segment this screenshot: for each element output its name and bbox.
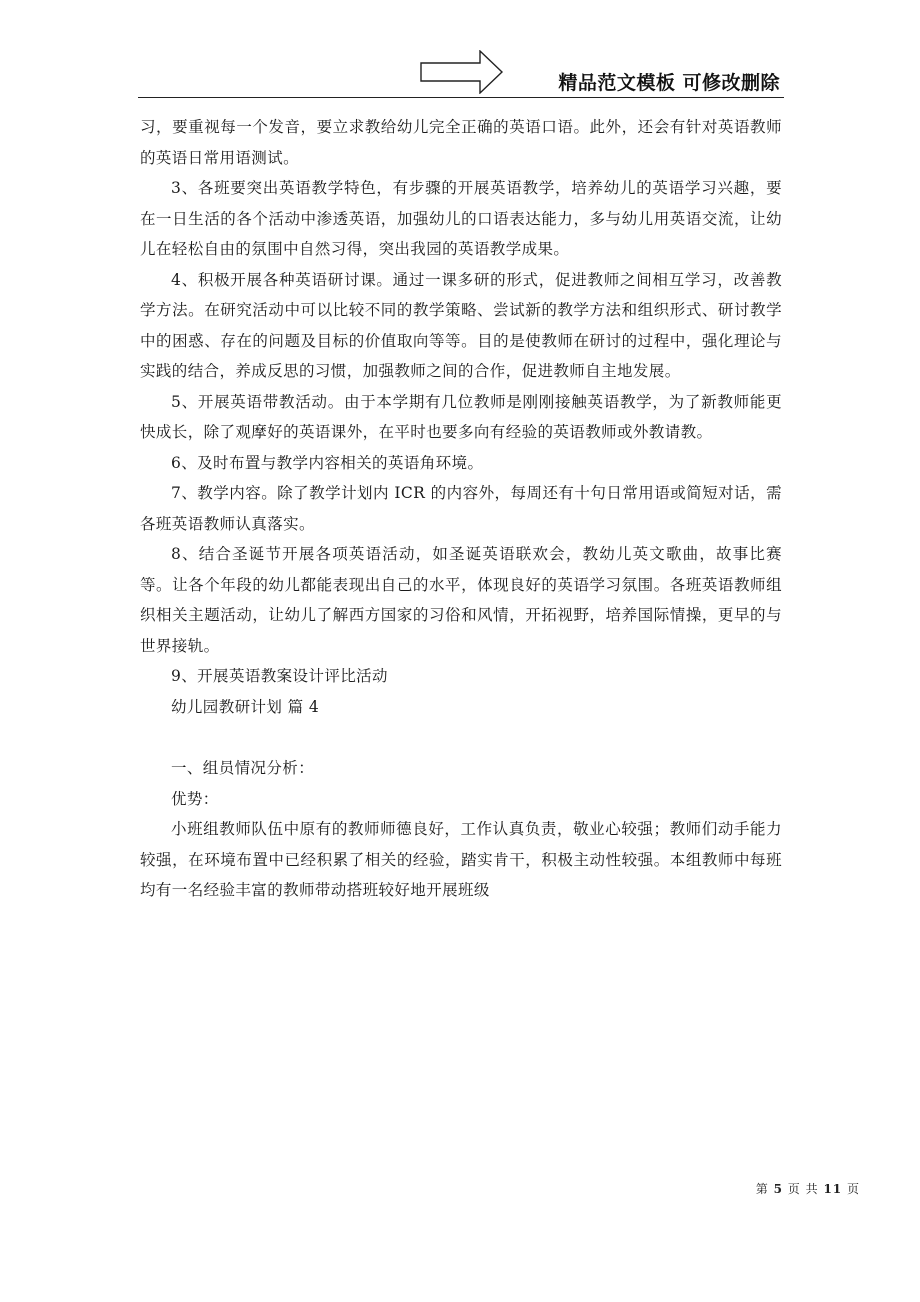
arrow-icon [420, 50, 504, 94]
paragraph: 9、开展英语教案设计评比活动 [171, 667, 388, 685]
blank-line [140, 722, 782, 753]
paragraph: 小班组教师队伍中原有的教师师德良好，工作认真负责，敬业心较强；教师们动手能力较强，在环境布置中已经积累了相关的经验，踏实肯干，积极主动性较强。本组教师中每班均有一名经验丰富的教师带动搭班较好地开展班级 [140, 820, 782, 899]
paragraph: 习，要重视每一个发音，要立求教给幼儿完全正确的英语口语。此外，还会有针对英语教师的英语日常用语测试。 [140, 118, 782, 167]
footer-suffix: 页 [846, 1182, 860, 1196]
total-pages: 11 [823, 1182, 843, 1196]
header-title: 精品范文模板 可修改删除 [558, 72, 780, 94]
sub-heading: 优势： [171, 789, 219, 808]
paragraph: 8、结合圣诞节开展各项英语活动，如圣诞英语联欢会，教幼儿英文歌曲，故事比赛等。让各个年段的幼儿都能表现出自己的水平，体现良好的英语学习氛围。各班英语教师组织相关主题活动，让幼儿了解西方国家的习俗和风情，开拓视野，培养国际情操，更早的与世界接轨。 [140, 545, 782, 655]
footer-middle: 页 共 [787, 1182, 819, 1196]
page-header [138, 48, 784, 98]
footer-prefix: 第 [755, 1182, 769, 1196]
current-page-number: 5 [773, 1182, 783, 1196]
paragraph: 7、教学内容。除了教学计划内 ICR 的内容外，每周还有十句日常用语或简短对话，需各班英语教师认真落实。 [140, 484, 782, 533]
document-body [140, 112, 782, 906]
paragraph: 3、各班要突出英语教学特色，有步骤的开展英语教学，培养幼儿的英语学习兴趣，要在一日生活的各个活动中渗透英语，加强幼儿的口语表达能力，多与幼儿用英语交流，让幼儿在轻松自由的氛围中自然习得，突出我园的英语教学成果。 [140, 179, 782, 258]
paragraph: 4、积极开展各种英语研讨课。通过一课多研的形式，促进教师之间相互学习，改善教学方法。在研究活动中可以比较不同的教学策略、尝试新的教学方法和组织形式、研讨教学中的困惑、存在的问题及目标的价值取向等等。目的是使教师在研讨的过程中，强化理论与实践的结合，养成反思的习惯，加强教师之间的合作，促进教师自主地发展。 [140, 270, 782, 380]
section-title: 幼儿园教研计划 篇 4 [171, 697, 320, 716]
paragraph: 6、及时布置与教学内容相关的英语角环境。 [171, 453, 484, 472]
section-heading: 一、组员情况分析： [171, 759, 315, 777]
page-footer [756, 1180, 860, 1197]
paragraph: 5、开展英语带教活动。由于本学期有几位教师是刚刚接触英语教学，为了新教师能更快成长，除了观摩好的英语课外，在平时也要多向有经验的英语教师或外教请教。 [140, 392, 782, 441]
header-divider [138, 97, 784, 98]
